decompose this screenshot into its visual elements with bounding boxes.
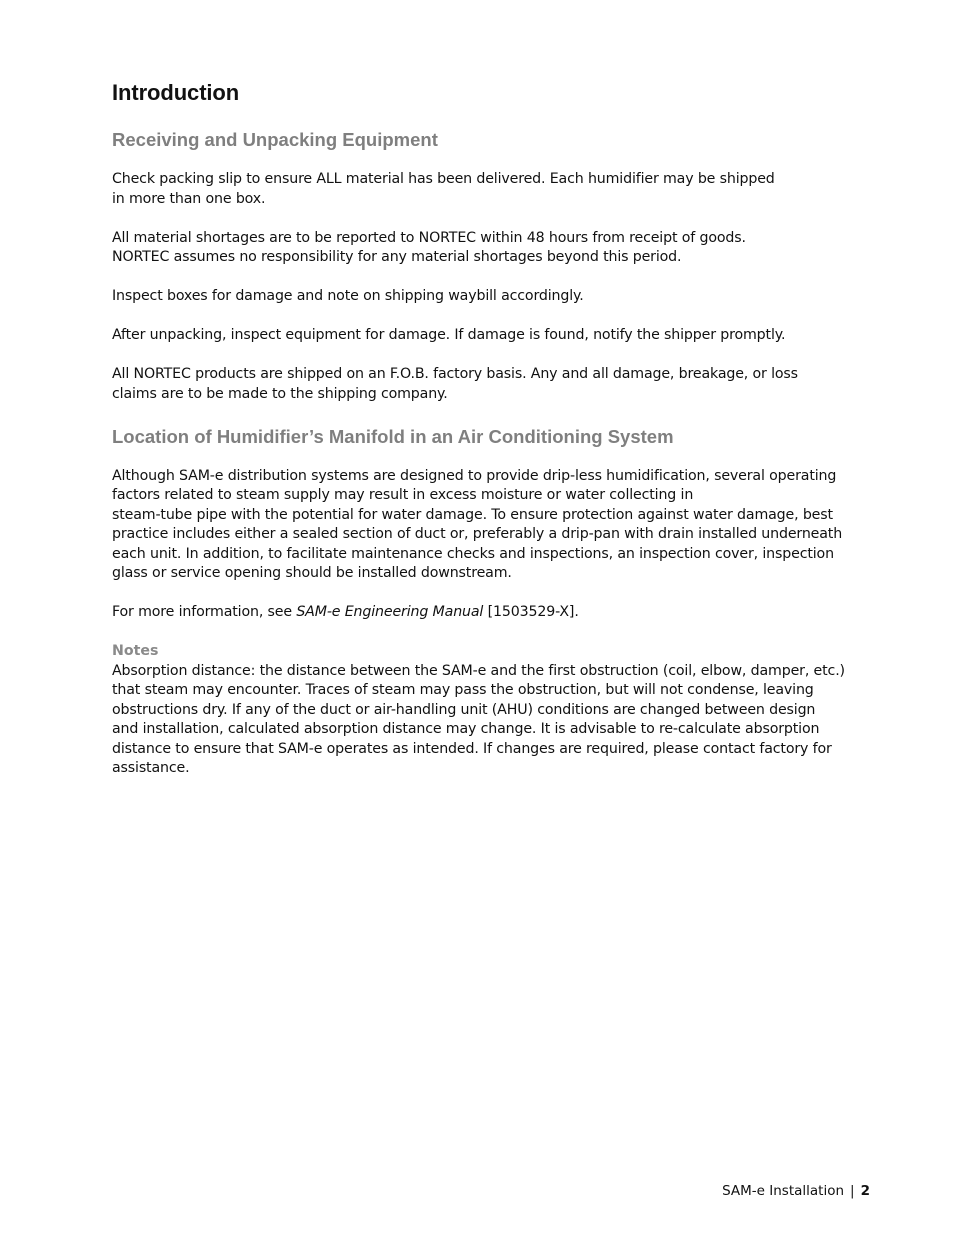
paragraph-packing-slip <box>112 170 872 209</box>
page-content <box>112 78 872 798</box>
footer-doc-title: SAM-e Installation <box>722 1183 845 1199</box>
text-line: distance to ensure that SAM-e operates as intended. If changes are required, please contact factory for <box>112 740 832 757</box>
paragraph-absorption-distance <box>112 662 872 779</box>
text-line: All material shortages are to be reported to NORTEC within 48 hours from receipt of goods. <box>112 229 746 246</box>
paragraph-shortages <box>112 229 872 268</box>
text-line: After unpacking, inspect equipment for damage. If damage is found, notify the shipper promptly. <box>112 327 786 343</box>
paragraph-more-info <box>112 603 872 623</box>
text-line: Absorption distance: the distance between the SAM-e and the first obstruction (coil, elbow, damper, etc.) <box>112 662 845 679</box>
paragraph-fob-basis <box>112 365 872 404</box>
more-info-prefix: For more information, see <box>112 604 297 620</box>
page-title: Introduction <box>112 80 240 105</box>
section-heading-receiving: Receiving and Unpacking Equipment <box>112 129 438 150</box>
text-line: Check packing slip to ensure ALL material has been delivered. Each humidifier may be shipped <box>112 171 775 187</box>
text-line: and installation, calculated absorption distance may change. It is advisable to re-calculate absorption <box>112 721 820 737</box>
text-line: NORTEC assumes no responsibility for any material shortages beyond this period. <box>112 249 682 265</box>
notes-heading: Notes <box>112 643 159 659</box>
manual-reference: SAM-e Engineering Manual <box>296 604 484 620</box>
paragraph-inspect-boxes <box>112 287 872 307</box>
text-line: that steam may encounter. Traces of steam may pass the obstruction, but will not condense, leaving <box>112 682 814 698</box>
section-heading-manifold-location: Location of Humidifier’s Manifold in an Air Conditioning System <box>112 425 674 447</box>
text-line: Inspect boxes for damage and note on shipping waybill accordingly. <box>112 288 584 304</box>
text-line: in more than one box. <box>112 190 266 207</box>
text-line: glass or service opening should be installed downstream. <box>112 565 512 581</box>
page-number: 2 <box>860 1183 870 1199</box>
notes-block <box>112 642 872 779</box>
text-line: factors related to steam supply may result in excess moisture or water collecting in <box>112 487 694 503</box>
text-line: steam-tube pipe with the potential for water damage. To ensure protection against water damage, best <box>112 506 833 523</box>
paragraph-after-unpacking <box>112 326 872 346</box>
text-line: practice includes either a sealed section of duct or, preferably a drip-pan with drain installed underneath <box>112 526 843 542</box>
text-line: assistance. <box>112 760 190 776</box>
paragraph-distribution-systems <box>112 467 872 584</box>
text-line: Although SAM-e distribution systems are designed to provide drip-less humidification, several operating <box>112 467 837 484</box>
more-info-suffix: [1503529-X]. <box>483 604 579 620</box>
page-footer <box>722 1181 870 1201</box>
text-line: claims are to be made to the shipping company. <box>112 385 448 402</box>
text-line: each unit. In addition, to facilitate maintenance checks and inspections, an inspection cover, inspection <box>112 545 834 562</box>
footer-separator: | <box>850 1183 855 1199</box>
text-line: obstructions dry. If any of the duct or air-handling unit (AHU) conditions are changed between design <box>112 701 816 718</box>
text-line: All NORTEC products are shipped on an F.O.B. factory basis. Any and all damage, breakage, or loss <box>112 366 798 382</box>
